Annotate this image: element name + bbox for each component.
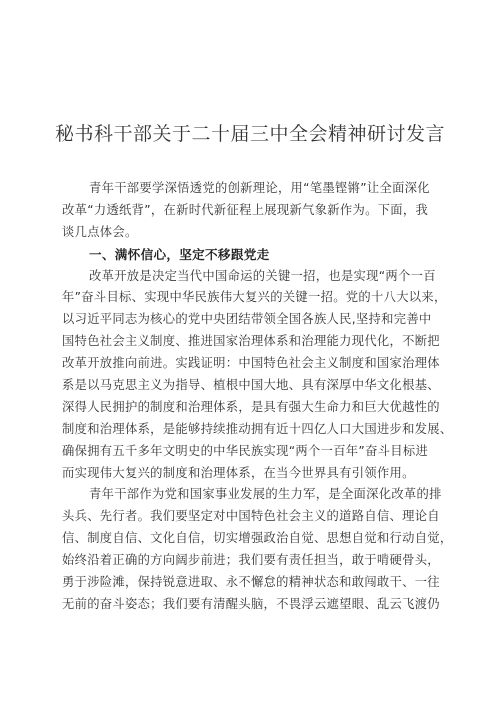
- paragraph-line: 青年干部作为党和国家事业发展的生力军，是全面深化改革的排: [89, 487, 442, 502]
- paragraph-line: 改革开放是决定当代中国命运的关键一招，也是实现“两个一百: [89, 268, 436, 283]
- paragraph-line: 而实现伟大复兴的制度和治理体系，在当今世界具有引领作用。: [62, 465, 415, 480]
- paragraph-line: 头兵、先行者。我们要坚定对中国特色社会主义的道路自信、理论自: [62, 509, 440, 524]
- paragraph-line: 深得人民拥护的制度和治理体系，是具有强大生命力和巨大优越性的: [62, 399, 440, 414]
- intro-line: 改革“力透纸背”，在新时代新征程上展现新气象新作为。下面，我: [62, 202, 429, 217]
- document-title: 秘书科干部关于二十届三中全会精神研讨发言: [54, 123, 445, 145]
- paragraph-line: 制度和治理体系，是能够持续推动拥有近十四亿人口大国进步和发展、: [62, 421, 453, 436]
- paragraph-line: 国特色社会主义制度、推进国家治理体系和治理能力现代化，不断把: [62, 334, 440, 349]
- paragraph-line: 勇于涉险滩，保持锐意进取、永不懈怠的精神状态和敢闯敢干、一往: [62, 575, 440, 590]
- paragraph-line: 始终沿着正确的方向阔步前进；我们要有责任担当，敢于啃硬骨头，: [62, 553, 440, 568]
- intro-line: 青年干部要学深悟透党的创新理论，用“笔墨铿锵”让全面深化: [89, 181, 430, 195]
- paragraph-line: 改革开放推向前进。实践证明：中国特色社会主义制度和国家治理体: [62, 356, 440, 371]
- paragraph-line: 以习近平同志为核心的党中央团结带领全国各族人民,坚持和完善中: [62, 312, 432, 327]
- paragraph-line: 信、制度自信、文化自信，切实增强政治自觉、思想自觉和行动自觉，: [62, 531, 453, 546]
- paragraph-line: 无前的奋斗姿态；我们要有清醒头脑，不畏浮云遮望眼、乱云飞渡仍: [62, 596, 440, 611]
- document-body: [62, 178, 453, 616]
- paragraph-line: 确保拥有五千多年文明史的中华民族实现“两个一百年”奋斗目标进: [62, 443, 429, 458]
- paragraph-line: 年”奋斗目标、实现中华民族伟大复兴的关键一招。党的十八大以来，: [62, 290, 447, 305]
- paragraph-line: 系是以马克思主义为指导、植根中国大地、具有深厚中华文化根基、: [62, 378, 440, 393]
- intro-line: 谈几点体会。: [62, 224, 138, 239]
- section-heading: 一、满怀信心，坚定不移跟党走: [89, 246, 270, 262]
